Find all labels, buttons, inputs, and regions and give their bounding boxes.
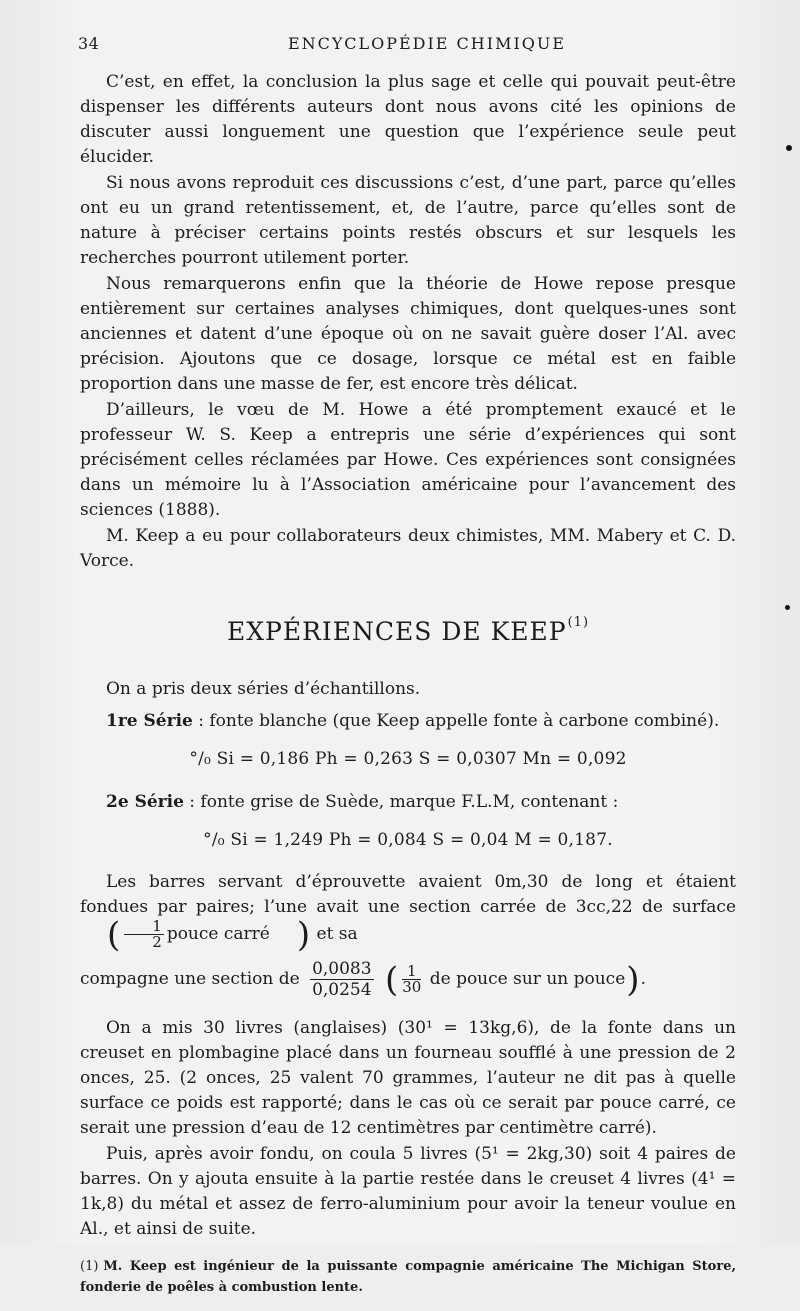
inch-fraction-denominator: 30 — [402, 978, 422, 996]
left-parenthesis: ( — [384, 959, 399, 1000]
section-fraction-numerator: 0,0083 — [312, 959, 372, 979]
section-fraction — [310, 961, 373, 998]
final-paragraph: Puis, après avoir fondu, on coula 5 livres (5¹ = 2kg,30) soit 4 paires de barres. On y ajouta ensuite à la partie restée dans le creuset 4 livres (4¹ = 1k,8) du métal et assez de ferro-aluminium pour avoir la teneur voulue en Al., et ainsi de suite. — [80, 1144, 736, 1239]
body-paragraph: C’est, en effet, la conclusion la plus sage et celle qui pouvait peut-être dispenser les différents auteurs dont nous avons cité les opinions de discuter aussi longuement une question que l’expérience seule peut élucider. — [80, 72, 736, 167]
footnote-text: M. Keep est ingénieur de la puissante compagnie américaine The Michigan Store, fonderie de poêles à combustion lente. — [80, 1259, 736, 1295]
half-denominator: 2 — [152, 933, 162, 951]
section-fraction-denominator: 0,0254 — [312, 980, 372, 1000]
series-two-text: : fonte grise de Suède, marque F.L.M, contenant : — [183, 792, 619, 812]
section-comparison-period: . — [640, 969, 646, 989]
casting-paragraph: On a mis 30 livres (anglaises) (30¹ = 13kg,6), de la fonte dans un creuset en plombagine placé dans un fourneau soufflé à une pression de 2 onces, 25. (2 onces, 25 valent 70 grammes, l’auteur ne dit pas à quelle surface ce poids est rapporté; dans le cas où ce serait par pouce carré, ce serait une pression d’eau de 12 centimètres par centimètre carré). — [80, 1018, 736, 1138]
series-one-text: : fonte blanche (que Keep appelle fonte à carbone combiné). — [192, 711, 720, 731]
footnote-separator — [80, 1250, 736, 1251]
left-parenthesis: ( — [107, 914, 121, 955]
series-one — [80, 708, 736, 735]
right-parenthesis: ) — [296, 914, 311, 955]
section-intro: On a pris deux séries d’échantillons. — [106, 679, 421, 699]
inch-fraction — [402, 962, 422, 996]
body-paragraph: Nous remarquerons enfin que la théorie de Howe repose presque entièrement sur certaines analyses chimiques, dont quelques-unes sont anciennes et datent d’une époque où on ne savait guère doser l’Al. avec précision. Ajoutons que ce dosage, lorsque ce métal est en faible proportion dans une masse de fer, est encore très délicat. — [80, 274, 736, 394]
series-two-label: 2e Série — [106, 792, 184, 812]
section-comparison-end: de pouce sur un pouce — [429, 969, 626, 989]
bar-description-end: et sa — [316, 924, 358, 944]
bar-description — [80, 870, 736, 955]
half-fraction — [124, 917, 164, 951]
footnote-reference: (1) — [567, 615, 590, 630]
half-numerator: 1 — [124, 920, 164, 935]
page-number: 34 — [78, 34, 100, 53]
section-comparison — [80, 961, 736, 998]
square-inch-text: pouce carré — [166, 924, 270, 944]
footnote-marker: (1) — [80, 1259, 99, 1274]
body-paragraph: M. Keep a eu pour collaborateurs deux chimistes, MM. Mabery et C. D. Vorce. — [80, 526, 736, 571]
footnote — [80, 1256, 736, 1298]
composition-formula: °/₀ Si = 0,186 Ph = 0,263 S = 0,0307 Mn = 0,092 — [189, 749, 627, 769]
bar-description-text: Les barres servant d’éprouvette avaient 0m,30 de long et étaient fondues par paires; l’une avait une section carrée de 3cc,22 de surface — [80, 872, 736, 917]
scan-mark — [785, 605, 790, 610]
series-two — [80, 789, 736, 816]
body-paragraph: Si nous avons reproduit ces discussions c’est, d’une part, parce qu’elles ont eu un grand retentissement, et, de l’autre, parce qu’elles sont de nature à préciser certains points restés obscurs et sur lesquels les recherches pourront utilement porter. — [80, 173, 736, 268]
body-paragraph: D’ailleurs, le vœu de M. Howe a été promptement exaucé et le professeur W. S. Keep a entrepris une série d’expériences qui sont précisément celles réclamées par Howe. Ces expériences sont consignées dans un mémoire lu à l’Association américaine pour l’avancement des sciences (1888). — [80, 400, 736, 520]
series-one-label: 1re Série — [106, 711, 193, 731]
inch-fraction-numerator: 1 — [402, 965, 421, 980]
page-content — [80, 70, 736, 1311]
right-parenthesis: ) — [626, 959, 640, 1000]
composition-formula: °/₀ Si = 1,249 Ph = 0,084 S = 0,04 M = 0,187. — [203, 830, 613, 850]
page-header — [78, 34, 738, 56]
section-title-text: EXPÉRIENCES DE KEEP — [226, 617, 567, 646]
running-title: ENCYCLOPÉDIE CHIMIQUE — [288, 34, 567, 53]
section-comparison-start: compagne une section de — [80, 969, 300, 989]
section-title — [80, 608, 736, 647]
scan-mark — [786, 145, 792, 151]
